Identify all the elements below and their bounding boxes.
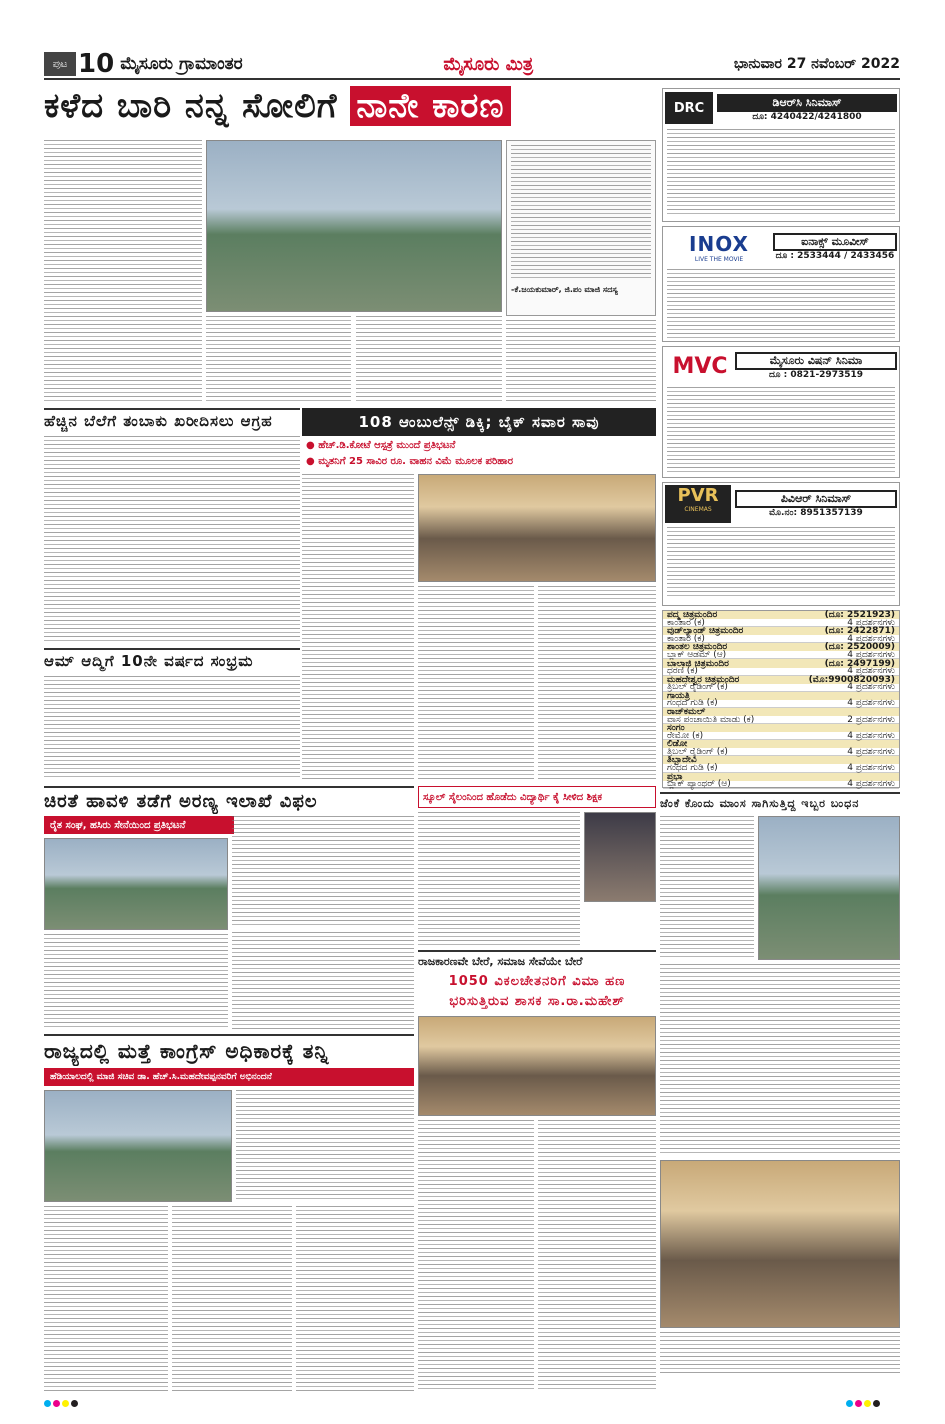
theatre-phone: (ದೂ: 2422871) (824, 626, 895, 637)
show-count: 4 ಪ್ರದರ್ಶನಗಳು (847, 763, 895, 774)
pvr-name: ಪಿವಿಆರ್ ಸಿನಿಮಾಸ್ (735, 490, 897, 508)
theatre-name: ಸಂಗಂ (667, 723, 685, 734)
issue-date: ಭಾನುವಾರ 27 ನವೆಂಬರ್ 2022 (733, 56, 900, 72)
theatre-name: ಲಿಡೋ (667, 739, 688, 750)
jenku-headline: ಜೆಂಕೆ ಕೊಂದು ಮಾಂಸ ಸಾಗಿಸುತ್ತಿದ್ದ ಇಬ್ಬರ ಬಂಧನ (660, 792, 900, 814)
film-title: ತ್ರಿಬಲ್ ರೈಡಿಂಗ್ (ಕ) (667, 746, 728, 757)
film-title: ಕಾಂತಾರ (ಕ) (667, 633, 705, 644)
theatre-name: ವುಡ್‌ಲ್ಯಾಂಡ್ ಚಿತ್ರಮಂದಿರ (667, 626, 744, 637)
show-count: 4 ಪ್ರದರ್ಶನಗಳು (847, 666, 895, 677)
film-title: ತ್ರಿಬಲ್ ರೈಡಿಂಗ್ (ಕ) (667, 682, 728, 693)
ambulance-sub1: ● ಹೆಚ್.ಡಿ.ಕೋಟೆ ಆಸ್ಪತ್ರೆ ಮುಂದೆ ಪ್ರತಿಭಟನೆ (306, 440, 456, 451)
newspaper-logo: ಮೈಸೂರು ಮಿತ್ರ (443, 53, 534, 75)
film-title: ವಾಸ ಪಂಚಾಯಿತಿ ಮಾಡು (ಕ) (667, 714, 755, 725)
show-count: 4 ಪ್ರದರ್ಶನಗಳು (847, 633, 895, 644)
lead-photo (206, 140, 502, 312)
drc-phone: ದೂ: 4240422/4241800 (752, 112, 862, 122)
inox-showtimes (667, 269, 895, 339)
film-title: ಧರಣಿ (ಕ) (667, 666, 698, 677)
theatre-phone: (ದೂ: 2521923) (824, 610, 895, 621)
ambulance-sub2: ● ಮೃತನಿಗೆ 25 ಸಾವಿರ ರೂ. ವಾಹನ ವಿಮೆ ಮೂಲಕ ಪರಿಹಾರ (306, 456, 514, 467)
show-count: 4 ಪ್ರದರ್ಶನಗಳು (847, 698, 895, 709)
show-count: 4 ಪ್ರದರ್ಶನಗಳು (847, 649, 895, 660)
student-photo (584, 812, 656, 902)
show-count: 4 ಪ್ರದರ್ಶನಗಳು (847, 617, 895, 628)
inox-logo: INOX (689, 231, 749, 256)
mvc-showtimes (667, 387, 895, 475)
jenku-body (660, 964, 900, 1156)
politics-headline: 1050 ವಿಕಲಚೇತನರಿಗೆ ವಿಮಾ ಹಣ ಭರಿಸುತ್ತಿರುವ ಶಾಸಕ ಸಾ.ರಾ.ಮಹೇಶ್ (448, 974, 626, 1009)
theatre-name: ಗಾಯತ್ರಿ (667, 690, 690, 701)
theatre-name: ಪದ್ಮ ಚಿತ್ರಮಂದಿರ (667, 610, 718, 621)
show-count: 4 ಪ್ರದರ್ಶನಗಳು (847, 746, 895, 757)
lead-headline (44, 86, 656, 134)
theatre-name: ಶಾಂತಲ ಚಿತ್ರಮಂದಿರ (667, 642, 728, 653)
theatre-name: ಪ್ರಭಾ (667, 771, 683, 782)
theatre-film-row (663, 764, 899, 772)
ambulance-body-col1 (302, 474, 414, 780)
inox-box (662, 226, 900, 342)
page-number: 10 (78, 49, 115, 79)
film-title: ರೇಮೋ (ಕ) (667, 730, 704, 741)
show-count: 2 ಪ್ರದರ್ಶನಗಳು (847, 714, 895, 725)
quote-byline: -ಕೆ.ಜಯಕುಮಾರ್, ಜಿ.ಪಂ ಮಾಜಿ ಸದಸ್ಯ (511, 285, 618, 294)
theatre-film-row (663, 748, 899, 756)
theatre-listings (662, 610, 900, 788)
film-title: ಕಾಂತಾರ (ಕ) (667, 617, 705, 628)
show-count: 4 ಪ್ರದರ್ಶನಗಳು (847, 682, 895, 693)
drc-box (662, 88, 900, 222)
show-count: 4 ಪ್ರದರ್ಶನಗಳು (847, 730, 895, 741)
bottom-right-photo (660, 1160, 900, 1328)
congress-sub: ಹೆಡಿಯಾಲದಲ್ಲಿ ಮಾಜಿ ಸಚಿವ ಡಾ. ಹೆಚ್.ಸಿ.ಮಹದೇವಪ್ಪನವರಿಗೆ ಅಭಿನಂದನೆ (44, 1068, 414, 1086)
teacher-headline: ಸ್ಕೂಲ್ ಸೈಲಂನಿಂದ ಹೊಡೆದು ವಿದ್ಯಾರ್ಥಿ ಕೈ ಸೀಳಿದ ಶಿಕ್ಷಕ (418, 786, 656, 808)
leopard-headline: ಚಿರತೆ ಹಾವಳಿ ತಡೆಗೆ ಅರಣ್ಯ ಇಲಾಖೆ ವಿಫಲ (44, 786, 414, 814)
pvr-sublogo: CINEMAS (684, 506, 712, 513)
mvc-phone: ದೂ : 0821-2973519 (768, 370, 864, 380)
jenku-body-col1 (660, 816, 754, 960)
mvc-box (662, 346, 900, 478)
congress-body-col3 (172, 1206, 292, 1392)
aap-headline: ಆಮ್ ಆದ್ಮಿಗೆ 10ನೇ ವರ್ಷದ ಸಂಭ್ರಮ (44, 648, 300, 672)
color-registration-left (44, 1400, 78, 1407)
congress-body-col4 (296, 1206, 414, 1392)
theatre-name: ತಿಬ್ಬಾದೇವಿ (667, 755, 697, 766)
theatre-phone: (ಮೊ:9900820093) (808, 674, 895, 685)
theatre-name: ಬಾಲಾಜಿ ಚಿತ್ರಮಂದಿರ (667, 658, 729, 669)
leopard-body-col2 (232, 816, 414, 928)
lead-body-col4 (506, 320, 656, 404)
lead-headline-black: ಕಳೆದ ಬಾರಿ ನನ್ನ ಸೋಲಿಗೆ (44, 86, 338, 126)
theatre-phone: (ದೂ: 2520009) (824, 642, 895, 653)
theatre-phone: (ದೂ: 2497199) (824, 658, 895, 669)
tobacco-body (44, 436, 300, 644)
mvc-name: ಮೈಸೂರು ವಿಷನ್ ಸಿನಿಮಾ (735, 352, 897, 370)
leopard-sub: ರೈತ ಸಂಘ, ಹಸಿರು ಸೇನೆಯಿಂದ ಪ್ರತಿಭಟನೆ (44, 816, 234, 834)
theatre-film-row (663, 781, 899, 789)
inox-tagline: LIVE THE MOVIE (694, 255, 744, 263)
pvr-phone: ಮೊ.ನಂ: 8951357139 (769, 508, 863, 518)
ambulance-headline: 108 ಆಂಬುಲೆನ್ಸ್ ಡಿಕ್ಕಿ; ಬೈಕ್ ಸವಾರ ಸಾವು (302, 408, 656, 436)
color-registration-right (846, 1400, 880, 1407)
drc-logo: DRC (665, 92, 713, 124)
pvr-box (662, 482, 900, 606)
jenku-photo (758, 816, 900, 960)
ambulance-photo (418, 474, 656, 582)
inox-name: ಐನಾಕ್ಸ್ ಮೂವೀಸ್ (773, 233, 897, 251)
congress-headline: ರಾಜ್ಯದಲ್ಲಿ ಮತ್ತೆ ಕಾಂಗ್ರೆಸ್ ಅಧಿಕಾರಕ್ಕೆ ತನ್ನಿ (44, 1034, 414, 1066)
theatre-film-row (663, 716, 899, 724)
teacher-body (418, 812, 580, 946)
leopard-photo (44, 838, 228, 930)
lead-body-col1 (44, 140, 202, 404)
lead-body-col3 (356, 316, 502, 404)
masthead (44, 50, 900, 80)
theatre-name: ರಾಜ್‌ಕಮಲ್ (667, 706, 706, 717)
pvr-showtimes (667, 527, 895, 599)
section-title: ಮೈಸೂರು ಗ್ರಾಮಾಂತರ (120, 54, 243, 74)
photo-caption (660, 1332, 900, 1374)
mvc-logo: MVC (672, 353, 728, 379)
film-title: ಗಂಧದ ಗುಡಿ (ಕ) (667, 763, 718, 774)
politics-body-col2 (538, 1120, 656, 1392)
congress-body-col1 (44, 1206, 168, 1392)
lead-body-col2 (206, 316, 351, 404)
pull-quote (506, 140, 656, 316)
theatre-film-row (663, 684, 899, 692)
politics-photo (418, 1016, 656, 1116)
page-tag: ಪುಟ (44, 52, 76, 76)
theatre-name: ಮಹದೇಶ್ವರ ಚಿತ್ರಮಂದಿರ (667, 674, 740, 685)
leopard-body-col1 (44, 934, 228, 1030)
pvr-logo: PVR (677, 485, 719, 506)
lead-headline-red: ನಾನೇ ಕಾರಣ (350, 86, 510, 126)
inox-phone: ದೂ : 2533444 / 2433456 (775, 251, 895, 261)
congress-body-col2 (236, 1090, 414, 1202)
politics-body-col1 (418, 1120, 534, 1392)
film-title: ಬ್ಲಾಕ್ ಆಡಮ್ (ಆ) (667, 649, 727, 660)
film-title: ಗಂಧದ ಗುಡಿ (ಕ) (667, 698, 718, 709)
ambulance-body-col2 (418, 586, 534, 780)
drc-showtimes (667, 129, 895, 217)
film-title: ಬ್ಲಾಕ್ ಪ್ಯಾಂಥರ್ (ಆ) (667, 779, 731, 790)
politics-kicker: ರಾಜಕಾರಣವೇ ಬೇರೆ, ಸಮಾಜ ಸೇವೆಯೇ ಬೇರೆ (418, 950, 656, 970)
theatre-film-row (663, 732, 899, 740)
show-count: 4 ಪ್ರದರ್ಶನಗಳು (847, 779, 895, 790)
leopard-body-col3 (232, 932, 414, 1030)
aap-body (44, 676, 300, 780)
tobacco-headline: ಹೆಚ್ಚಿನ ಬೆಲೆಗೆ ತಂಬಾಕು ಖರೀದಿಸಲು ಆಗ್ರಹ (44, 408, 300, 432)
drc-name: ಡಿಆರ್‌ಸಿ ಸಿನಿಮಾಸ್ (717, 94, 897, 112)
ambulance-body-col3 (538, 586, 656, 780)
congress-photo (44, 1090, 232, 1202)
